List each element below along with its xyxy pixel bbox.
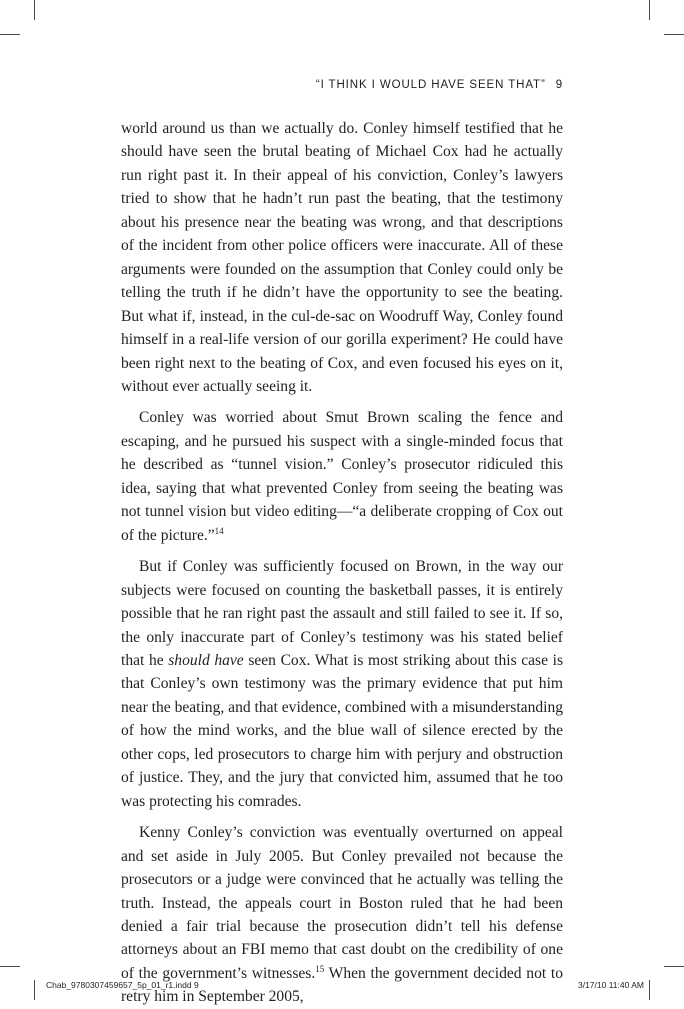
slug-timestamp: 3/17/10 11:40 AM (577, 980, 644, 990)
paragraph-1 (121, 117, 563, 398)
footnote-ref: 14 (214, 525, 224, 536)
crop-mark-top-left (34, 0, 35, 20)
crop-mark-top-right (649, 0, 650, 20)
paragraph-text: Conley was worried about Smut Brown scaling the fence and escaping, and he pursued his suspect with a single-minded focus that he described as “tunnel vision.” Conley’s prosecutor ridiculed this idea, saying that what prevented Conley from seeing the beating was not tunnel vision but video editing—“a deliberate cropping of Cox out of the picture.” (121, 409, 563, 544)
crop-mark-bottom-right-h (664, 966, 684, 967)
crop-mark-bottom-right (649, 980, 650, 1000)
running-head-title: “I THINK I WOULD HAVE SEEN THAT” (315, 79, 546, 91)
crop-mark-bottom-left (34, 980, 35, 1000)
paragraph-3 (121, 555, 563, 813)
paragraph-text: When the government decided not to retry him in September 2005, (121, 964, 563, 1006)
emphasis-text: should have (168, 651, 244, 669)
paragraph-text: seen Cox. What is most striking about this case is that Conley’s own testimony was the primary evidence that put him near the beating, and that evidence, combined with a misunderstanding of how the mind works, and the blue wall of silence erected by the other cops, led prosecutors to charge him with perjury and obstruction of justice. They, and the jury that convicted him, assumed that he too was protecting his comrades. (121, 651, 563, 810)
crop-mark-bottom-left-h (0, 966, 20, 967)
paragraph-2 (121, 406, 563, 547)
running-head (0, 79, 563, 91)
paragraph-text: Kenny Conley’s conviction was eventually overturned on appeal and set aside in July 2005. But Conley prevailed not because the prosecutors or a judge were convinced that he actually was telling the truth. Instead, the appeals court in Boston ruled that he had been denied a fair trial because the prosecution didn’t tell his defense attorneys about an FBI memo that cast doubt on the credibility of one of the government’s witnesses. (121, 824, 563, 982)
body-text (121, 117, 563, 1009)
crop-mark-top-left-h (0, 34, 20, 35)
paragraph-text: But if Conley was sufficiently focused on Brown, in the way our subjects were focused on counting the basketball passes, it is entirely possible that he ran right past the assault and still failed to see it. If so, the only inaccurate part of Conley’s testimony was his stated belief that he (121, 558, 563, 669)
footnote-ref: 15 (315, 963, 325, 974)
crop-mark-top-right-h (664, 34, 684, 35)
paragraph-text: world around us than we actually do. Conley himself testified that he should have seen the brutal beating of Michael Cox had he actually run right past it. In their appeal of his conviction, Conley’s lawyers tried to show that he hadn’t run past the beating, that the testimony about his presence near the beating was wrong, and that descriptions of the incident from other police officers were inaccurate. All of these arguments were founded on the assumption that Conley could only be telling the truth if he didn’t have the opportunity to see the beating. But what if, instead, in the cul-de-sac on Woodruff Way, Conley found himself in a real-life version of our gorilla experiment? He could have been right next to the beating of Cox, and even focused his eyes on it, without ever actually seeing it. (121, 120, 563, 395)
slug-file-name: Chab_9780307459657_5p_01_r1.indd 9 (46, 980, 199, 990)
page-number: 9 (555, 79, 563, 91)
